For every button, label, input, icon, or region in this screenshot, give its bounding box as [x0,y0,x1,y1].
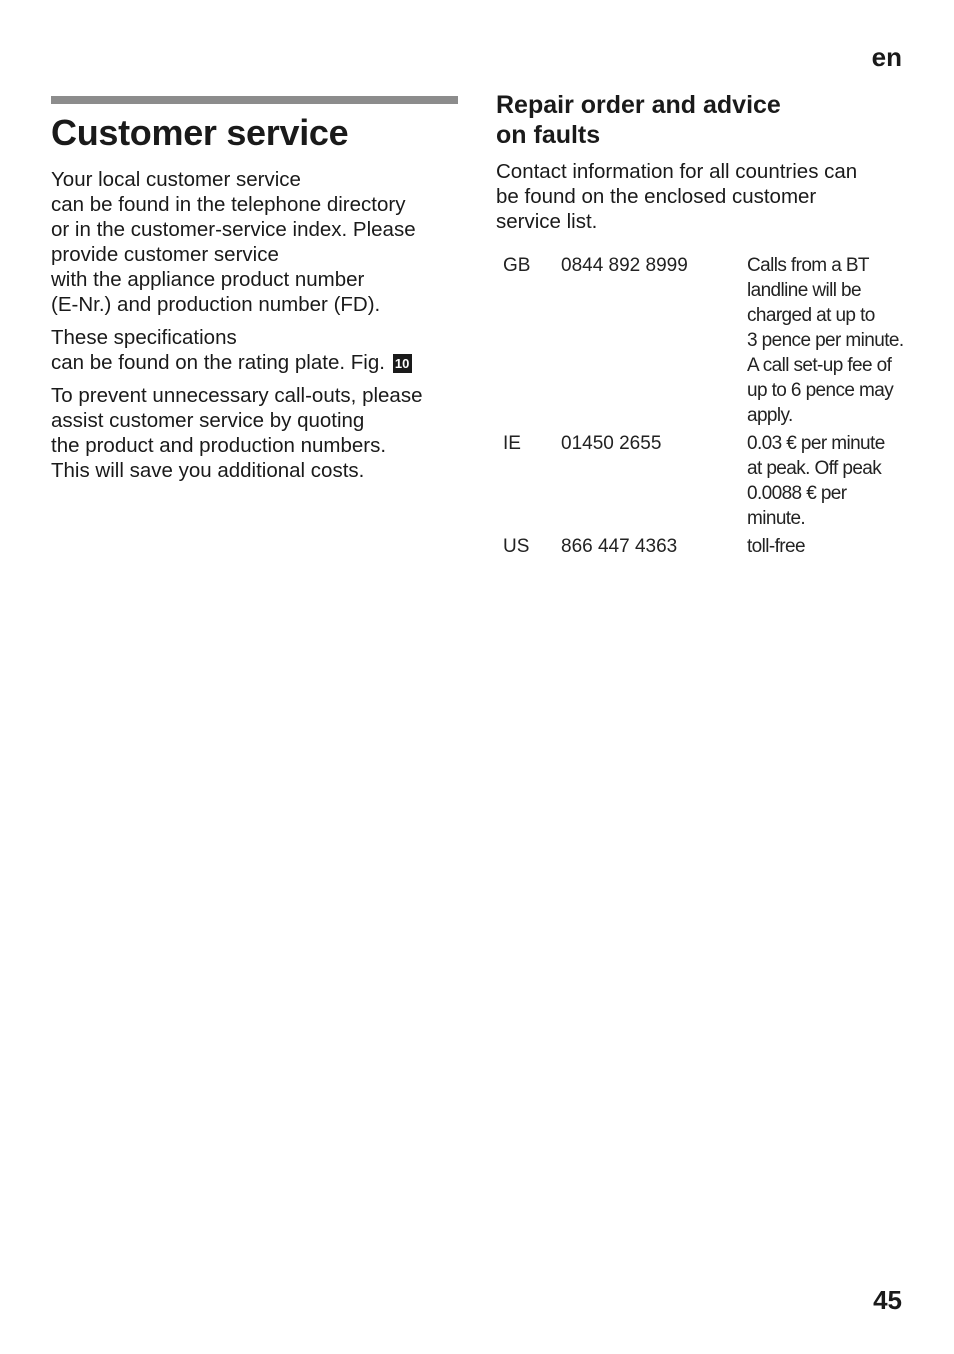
text-line: or in the customer-service index. Please [51,218,416,241]
text-line: assist customer service by quoting [51,409,365,432]
call-cost-note [747,253,913,431]
page-number: 45 [873,1285,902,1315]
note-line: A call set-up fee of [747,355,892,376]
note-line: 0.0088 € per [747,483,847,504]
text-line: with the appliance product number [51,268,365,291]
text-line-with-figure [51,350,461,375]
text-line: provide customer service [51,243,279,266]
note-line: landline will be [747,280,861,301]
text-line: Contact information for all countries can [496,160,858,183]
paragraph-specifications [51,325,461,375]
country-code: GB [503,255,531,276]
repair-intro [496,159,906,234]
table-row [503,534,913,562]
language-code: en [871,42,902,72]
note-line: Calls from a BT [747,255,869,276]
text-line: the product and production numbers. [51,434,387,457]
note-line: at peak. Off peak [747,458,882,479]
section-rule [51,96,458,104]
text-line: To prevent unnecessary call-outs, please [51,384,423,407]
text-line: (E-Nr.) and production number (FD). [51,293,381,316]
note-line: charged at up to [747,305,875,326]
heading-line: on faults [496,121,601,149]
text-line: This will save you additional costs. [51,459,365,482]
note-line: minute. [747,508,806,529]
note-line: 0.03 € per minute [747,433,885,454]
table-row [503,253,913,431]
note-line: toll-free [747,536,805,557]
note-line: apply. [747,405,793,426]
phone-number: 866 447 4363 [561,536,678,557]
table-row [503,431,913,534]
customer-service-body [51,167,461,491]
call-cost-note [747,534,913,562]
phone-number: 0844 892 8999 [561,255,688,276]
paragraph-local-service [51,167,461,317]
country-code: US [503,536,530,557]
text-line: can be found on the rating plate. Fig. [51,351,385,374]
text-line: service list. [496,210,598,233]
repair-section-title [496,90,781,150]
call-cost-note [747,431,913,534]
text-line: can be found in the telephone directory [51,193,406,216]
country-code: IE [503,433,521,454]
text-line: Your local customer service [51,168,301,191]
note-line: 3 pence per minute. [747,330,904,351]
figure-reference-badge: 10 [393,354,412,373]
note-line: up to 6 pence may [747,380,894,401]
text-line: These specifications [51,326,237,349]
phone-number: 01450 2655 [561,433,662,454]
page-title: Customer service [51,112,349,153]
heading-line: Repair order and advice [496,91,781,119]
contact-table [503,253,913,562]
text-line: be found on the enclosed customer [496,185,817,208]
paragraph-prevent-callouts [51,383,461,483]
